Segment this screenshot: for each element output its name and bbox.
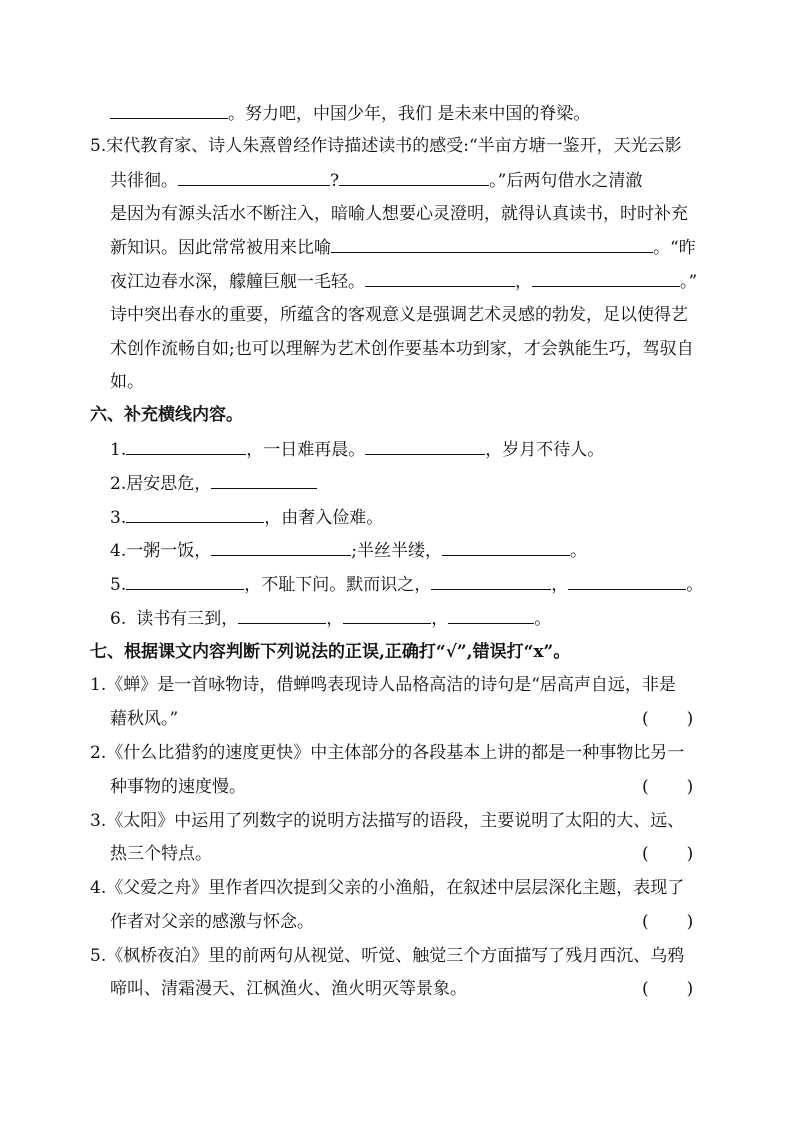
q5-line-5: 夜江边春水深，艨艟巨舰一毛轻。 ， 。” — [110, 269, 697, 294]
answer-blank[interactable] — [211, 471, 317, 489]
q5-line-1: 5.宋代教育家、诗人朱熹曾经作诗描述读书的感受:“半亩方塘一鉴开，天光云影 — [90, 136, 682, 156]
section-6-title: 六、补充横线内容。 — [90, 405, 243, 425]
s7-q3-line-1: 3.《太阳》中运用了列数字的说明方法描写的语段，主要说明了太阳的大、远、 — [90, 811, 685, 831]
s7-q5-line-2: 啼叫、清霜漫天、江枫渔火、渔火明灭等景象。 — [110, 979, 467, 999]
answer-blank[interactable] — [365, 437, 485, 455]
s6-item-4: 4.一粥一饭， ;半丝半缕， 。 — [110, 538, 587, 563]
answer-blank[interactable] — [365, 269, 515, 287]
answer-parentheses[interactable]: ( ) — [642, 912, 694, 932]
answer-blank[interactable] — [532, 269, 680, 287]
s7-q5-line-1: 5.《枫桥夜泊》里的前两句从视觉、听觉、触觉三个方面描写了残月西沉、乌鸦 — [90, 946, 685, 966]
q5-line-8: 如。 — [110, 372, 144, 392]
answer-blank[interactable] — [448, 606, 534, 624]
answer-blank[interactable] — [178, 168, 330, 186]
s7-q1-line-1: 1.《蝉》是一首咏物诗，借蝉鸣表现诗人品格高洁的诗句是“居高声自远，非是 — [90, 675, 676, 695]
s6-item-6: 6. 读书有三到， ， ， 。 — [110, 606, 551, 631]
answer-blank[interactable] — [339, 168, 489, 186]
section-7-title: 七、根据课文内容判断下列说法的正误,正确打“√”,错误打“x”。 — [90, 642, 571, 662]
answer-blank[interactable] — [343, 606, 431, 624]
answer-blank[interactable] — [126, 572, 244, 590]
s7-q2-line-2: 种事物的速度慢。 — [110, 777, 246, 797]
answer-blank[interactable] — [211, 538, 351, 556]
s7-q1-line-2: 藉秋风。” — [110, 709, 179, 729]
continuation-line: 。努力吧，中国少年，我们 是未来中国的脊梁。 — [110, 101, 590, 126]
s6-item-1: 1. ，一日难再晨。 ，岁月不待人。 — [110, 437, 604, 462]
s6-item-5: 5. ，不耻下问。默而识之， ， 。 — [110, 572, 703, 597]
answer-parentheses[interactable]: ( ) — [642, 777, 694, 797]
answer-blank[interactable] — [431, 572, 551, 590]
answer-parentheses[interactable]: ( ) — [642, 979, 694, 999]
q5-line-6: 诗中突出春水的重要，所蕴含的客观意义是强调艺术灵感的勃发，足以使得艺 — [110, 305, 688, 325]
answer-blank[interactable] — [442, 538, 570, 556]
q5-line-3: 是因为有源头活水不断注入，暗喻人想要心灵澄明，就得认真读书，时时补充 — [110, 204, 688, 224]
answer-blank[interactable] — [238, 606, 326, 624]
answer-blank[interactable] — [331, 235, 653, 253]
answer-blank[interactable] — [110, 101, 228, 119]
s7-q3-line-2: 热三个特点。 — [110, 844, 212, 864]
s6-item-2: 2.居安思危， — [110, 471, 317, 496]
answer-blank[interactable] — [126, 505, 264, 523]
answer-parentheses[interactable]: ( ) — [642, 844, 694, 864]
s7-q4-line-2: 作者对父亲的感激与怀念。 — [110, 912, 314, 932]
s7-q2-line-1: 2.《什么比猎豹的速度更快》中主体部分的各段基本上讲的都是一种事物比另一 — [90, 743, 685, 763]
answer-parentheses[interactable]: ( ) — [642, 709, 694, 729]
q5-line-7: 术创作流畅自如;也可以理解为艺术创作要基本功到家，才会孰能生巧，驾驭自 — [110, 339, 694, 359]
answer-blank[interactable] — [568, 572, 686, 590]
s7-q4-line-1: 4.《父爱之舟》里作者四次提到父亲的小渔船，在叙述中层层深化主题，表现了 — [90, 878, 685, 898]
s6-item-3: 3. ，由奢入俭难。 — [110, 505, 383, 530]
answer-blank[interactable] — [126, 437, 246, 455]
q5-line-2: 共徘徊。 ? 。”后两句借水之清澈 — [110, 168, 642, 193]
q5-line-4: 新知识。因此常常被用来比喻 。“昨 — [110, 235, 696, 260]
